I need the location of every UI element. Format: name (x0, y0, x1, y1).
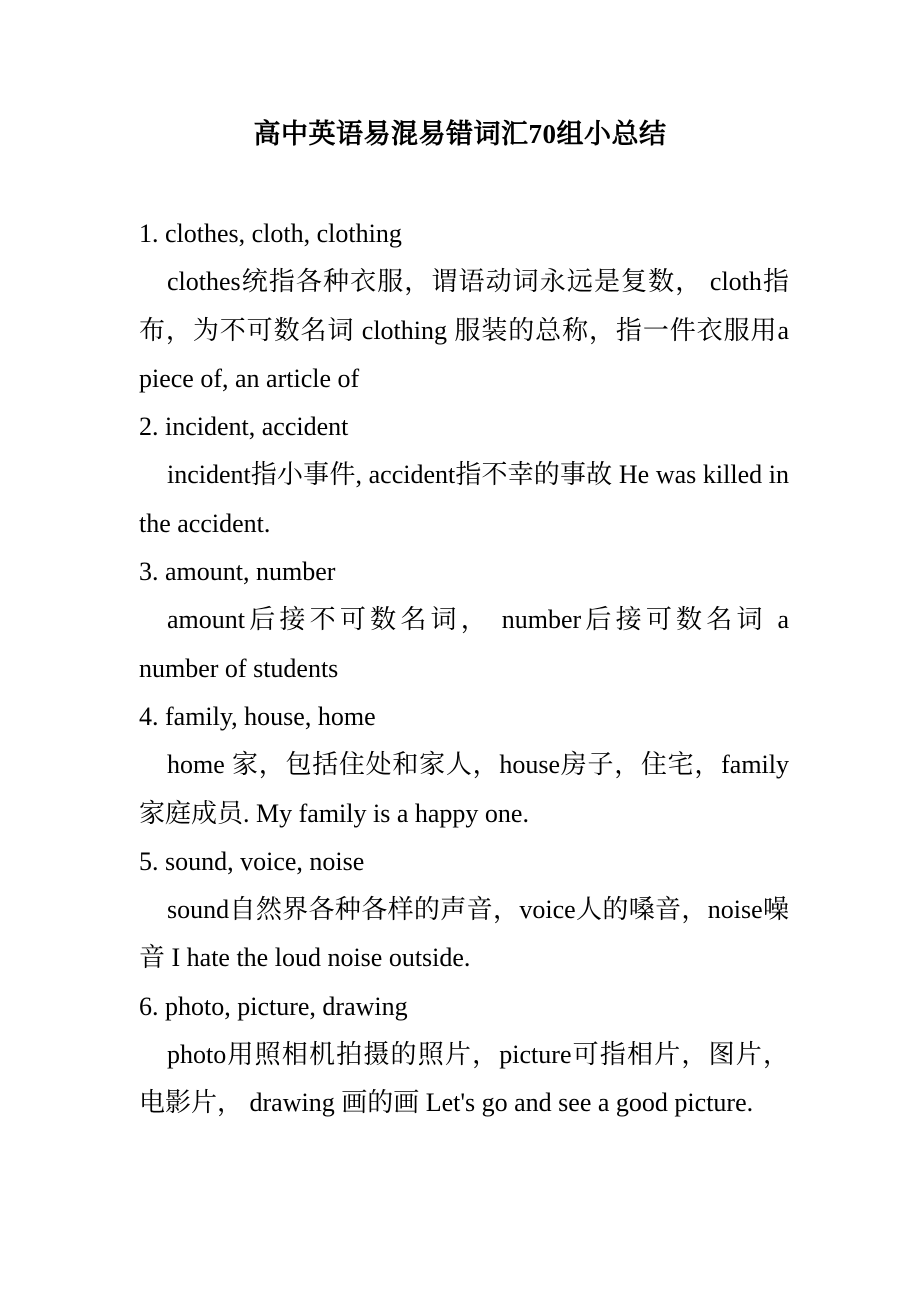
entry-4 (139, 693, 789, 838)
entry-1 (139, 210, 789, 403)
entry-5 (139, 838, 789, 983)
entry-6 (139, 983, 789, 1128)
entry-heading: 2. incident, accident (139, 412, 349, 442)
entry-body: home 家，包括住处和家人，house房子，住宅，family家庭成员. My family is a happy one. (139, 750, 789, 828)
entry-body: amount后接不可数名词， number后接可数名词 a number of students (139, 605, 789, 683)
page-title: 高中英语易混易错词汇70组小总结 (253, 119, 667, 149)
document-content (139, 210, 789, 1128)
entry-body: sound自然界各种各样的声音，voice人的嗓音，noise噪音 I hate the loud noise outside. (139, 895, 789, 973)
entry-body: clothes统指各种衣服，谓语动词永远是复数， cloth指布，为不可数名词 clothing 服装的总称，指一件衣服用a piece of, an article of (139, 267, 789, 393)
entry-heading: 6. photo, picture, drawing (139, 991, 408, 1021)
entry-2 (139, 403, 789, 548)
entry-heading: 1. clothes, cloth, clothing (139, 219, 402, 248)
entry-heading: 4. family, house, home (139, 701, 376, 731)
entry-heading: 5. sound, voice, noise (139, 846, 365, 876)
entry-heading: 3. amount, number (139, 557, 336, 587)
entry-body: incident指小事件, accident指不幸的事故 He was killed in the accident. (139, 460, 789, 538)
entry-body: photo用照相机拍摄的照片，picture可指相片，图片，电影片， drawing 画的画 Let's go and see a good picture. (139, 1040, 789, 1118)
entry-3 (139, 548, 789, 693)
